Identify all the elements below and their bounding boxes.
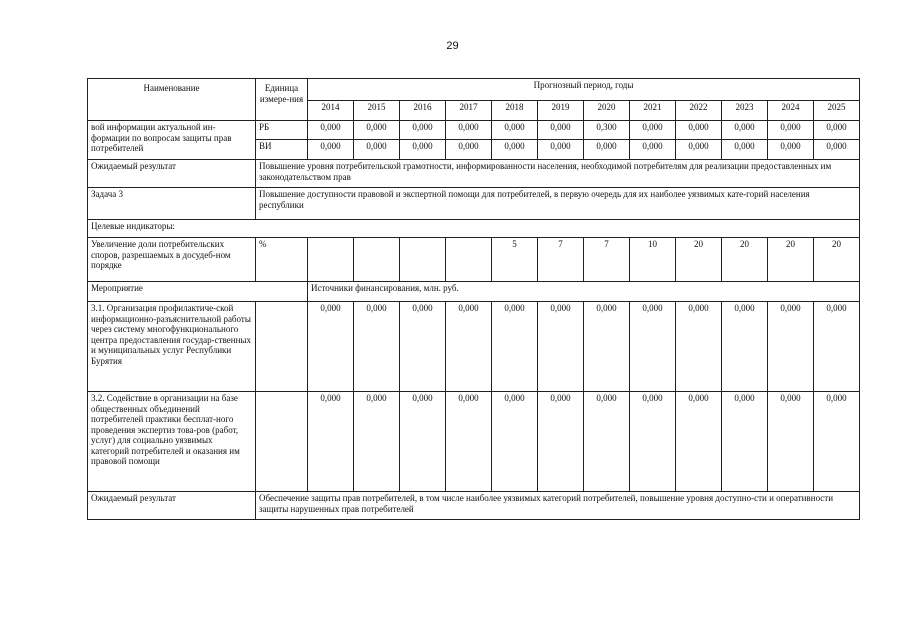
- expected-result-text: Обеспечение защиты прав потребителей, в том числе наиболее уязвимых категорий потребителей, повышение уровня доступно-сти и оперативности защиты нарушенных прав потребителей: [256, 492, 860, 520]
- value-cell: 0,000: [768, 302, 814, 392]
- page-number: 29: [446, 40, 459, 52]
- value-cell: 20: [768, 238, 814, 282]
- year-header: 2016: [400, 101, 446, 121]
- value-cell: 0,000: [354, 140, 400, 160]
- forecast-table: [87, 78, 860, 520]
- value-cell: 0,000: [814, 302, 860, 392]
- value-cell: 0,000: [722, 140, 768, 160]
- value-cell: 5: [492, 238, 538, 282]
- indicators-row: [88, 220, 860, 238]
- value-cell: 0,000: [354, 302, 400, 392]
- funding-label: Источники финансирования, млн. руб.: [308, 282, 860, 302]
- value-cell: 0,000: [538, 392, 584, 492]
- value-cell: 7: [584, 238, 630, 282]
- measure-name: 3.1. Организация профилактиче-ской информационно-разъяснительной работы через систему многофункционального центра предоставления государ-ственных и муниципальных услуг Республики Бурятия: [88, 302, 256, 392]
- task-text: Повышение доступности правовой и экспертной помощи для потребителей, в первую очередь для их наиболее уязвимых кате-горий населения республики: [256, 188, 860, 220]
- value-cell: 0,000: [492, 392, 538, 492]
- value-cell: 0,000: [814, 140, 860, 160]
- year-header: 2023: [722, 101, 768, 121]
- value-cell: 7: [538, 238, 584, 282]
- expected-result-row: [88, 492, 860, 520]
- value-cell: 0,000: [354, 121, 400, 140]
- year-header: 2014: [308, 101, 354, 121]
- value-cell: [446, 238, 492, 282]
- header-row: [88, 79, 860, 101]
- value-cell: 0,000: [768, 121, 814, 140]
- value-cell: 0,000: [768, 392, 814, 492]
- value-cell: 0,300: [584, 121, 630, 140]
- value-cell: 0,000: [446, 140, 492, 160]
- value-cell: 0,000: [308, 392, 354, 492]
- value-cell: 0,000: [446, 121, 492, 140]
- year-header: 2021: [630, 101, 676, 121]
- value-cell: 0,000: [446, 392, 492, 492]
- value-cell: 0,000: [446, 302, 492, 392]
- period-header: Прогнозный период, годы: [308, 79, 860, 101]
- name-column-header: Наименование: [88, 79, 256, 121]
- value-cell: 0,000: [768, 140, 814, 160]
- item-name: вой информации актуальной ин-формации по вопросам защиты прав потребителей: [88, 121, 256, 160]
- unit-column-header: Единица измере-ния: [256, 79, 308, 121]
- value-cell: 0,000: [584, 392, 630, 492]
- value-cell: 0,000: [722, 302, 768, 392]
- indicators-label: Целевые индикаторы:: [88, 220, 860, 238]
- value-cell: 0,000: [676, 140, 722, 160]
- task-row: [88, 188, 860, 220]
- indicator-name: Увеличение доли потребительских споров, разрешаемых в досудеб-ном порядке: [88, 238, 256, 282]
- value-cell: 0,000: [814, 121, 860, 140]
- expected-result-label: Ожидаемый результат: [88, 492, 256, 520]
- year-header: 2020: [584, 101, 630, 121]
- value-cell: 0,000: [814, 392, 860, 492]
- measure-row: [88, 392, 860, 492]
- value-cell: 0,000: [722, 121, 768, 140]
- value-cell: 0,000: [400, 121, 446, 140]
- value-cell: 0,000: [400, 392, 446, 492]
- value-cell: 0,000: [400, 302, 446, 392]
- indicator-row: [88, 238, 860, 282]
- value-cell: 0,000: [676, 121, 722, 140]
- year-header: 2017: [446, 101, 492, 121]
- value-cell: 0,000: [354, 392, 400, 492]
- value-cell: 0,000: [630, 302, 676, 392]
- measure-name: 3.2. Содействие в организации на базе общественных объединений потребителей практики бесплат-ного проведения экспертиз това-ров (работ, услуг) для социально уязвимых категорий потребителей и оказания им правовой помощи: [88, 392, 256, 492]
- year-header: 2025: [814, 101, 860, 121]
- value-cell: 0,000: [630, 392, 676, 492]
- table-row: [88, 121, 860, 140]
- value-cell: 0,000: [492, 302, 538, 392]
- value-cell: 0,000: [584, 140, 630, 160]
- value-cell: 20: [722, 238, 768, 282]
- year-header: 2024: [768, 101, 814, 121]
- value-cell: 0,000: [676, 302, 722, 392]
- task-label: Задача 3: [88, 188, 256, 220]
- activity-label: Мероприятие: [88, 282, 308, 302]
- value-cell: [308, 238, 354, 282]
- value-cell: 0,000: [400, 140, 446, 160]
- expected-result-row: [88, 160, 860, 188]
- expected-result-label: Ожидаемый результат: [88, 160, 256, 188]
- value-cell: 0,000: [722, 392, 768, 492]
- value-cell: 0,000: [538, 121, 584, 140]
- value-cell: 20: [814, 238, 860, 282]
- value-cell: 0,000: [308, 302, 354, 392]
- value-cell: 0,000: [538, 302, 584, 392]
- value-cell: [354, 238, 400, 282]
- unit-cell: %: [256, 238, 308, 282]
- unit-cell: [256, 392, 308, 492]
- value-cell: 0,000: [630, 140, 676, 160]
- value-cell: 0,000: [630, 121, 676, 140]
- year-header: 2015: [354, 101, 400, 121]
- unit-cell: РБ: [256, 121, 308, 140]
- value-cell: 0,000: [492, 121, 538, 140]
- expected-result-text: Повышение уровня потребительской грамотности, информированности населения, необходимой потребителям для реализации предоставленных им законодательством прав: [256, 160, 860, 188]
- activity-row: [88, 282, 860, 302]
- value-cell: 10: [630, 238, 676, 282]
- value-cell: 0,000: [538, 140, 584, 160]
- value-cell: 20: [676, 238, 722, 282]
- unit-cell: [256, 302, 308, 392]
- year-header: 2018: [492, 101, 538, 121]
- year-header: 2019: [538, 101, 584, 121]
- year-header: 2022: [676, 101, 722, 121]
- value-cell: 0,000: [492, 140, 538, 160]
- value-cell: 0,000: [308, 140, 354, 160]
- value-cell: 0,000: [584, 302, 630, 392]
- measure-row: [88, 302, 860, 392]
- value-cell: 0,000: [676, 392, 722, 492]
- value-cell: 0,000: [308, 121, 354, 140]
- unit-cell: ВИ: [256, 140, 308, 160]
- value-cell: [400, 238, 446, 282]
